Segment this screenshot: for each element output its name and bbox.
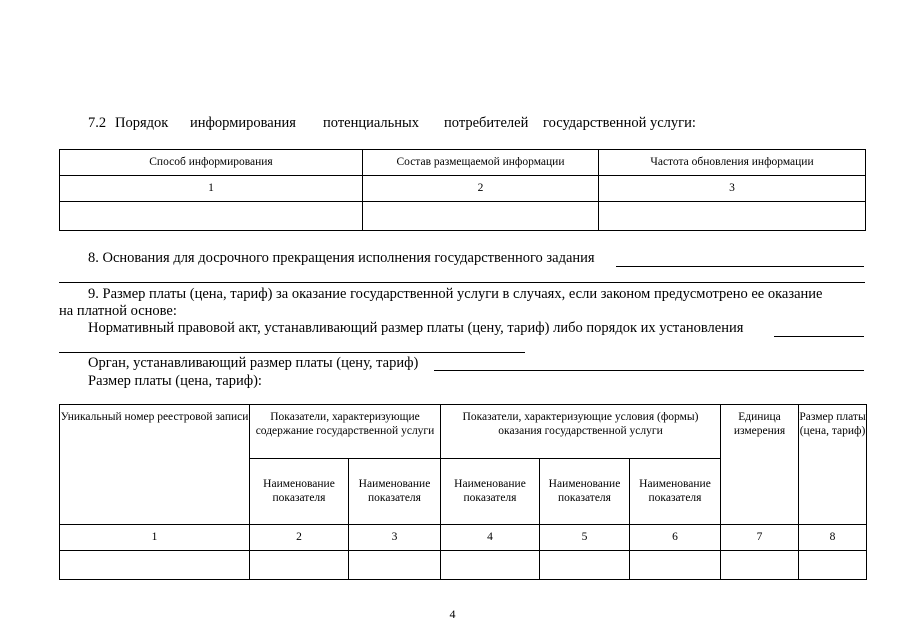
table-cell-empty	[799, 551, 867, 580]
table-header-cell: Состав размещаемой информации	[363, 150, 599, 176]
column-number: 2	[363, 176, 599, 202]
indicator-name-header: Наименование показателя	[630, 459, 721, 525]
heading-word: государственной услуги:	[543, 115, 696, 131]
column-number: 3	[349, 525, 441, 551]
legal-act-label: Нормативный правовой акт, устанавливающий размер платы (цену, тариф) либо порядок их установления	[88, 320, 744, 336]
section-9-text: 9. Размер платы (цена, тариф) за оказание государственной услуги в случаях, если законом предусмотрено ее оказание	[88, 286, 823, 302]
section-8-text: 8. Основания для досрочного прекращения исполнения государственного задания	[88, 250, 595, 266]
unit-header: Единица измерения	[721, 405, 799, 525]
table-cell-empty	[363, 202, 599, 231]
table-cell-empty	[721, 551, 799, 580]
table-cell-empty	[60, 202, 363, 231]
registry-number-header: Уникальный номер реестровой записи	[60, 405, 250, 525]
section-number: 7.2	[88, 115, 107, 131]
heading-word: Порядок	[115, 115, 169, 131]
heading-word: информирования	[190, 115, 296, 131]
column-number: 6	[630, 525, 721, 551]
column-number: 2	[250, 525, 349, 551]
content-indicators-header: Показатели, характеризующие содержание государственной услуги	[250, 405, 441, 459]
column-number: 1	[60, 525, 250, 551]
table-cell-empty	[630, 551, 721, 580]
indicator-name-header: Наименование показателя	[441, 459, 540, 525]
table-cell-empty	[599, 202, 866, 231]
column-number: 3	[599, 176, 866, 202]
page-number: 4	[449, 607, 456, 621]
fee-table	[59, 404, 867, 580]
fill-line	[59, 352, 525, 353]
table-cell-empty	[60, 551, 250, 580]
fee-header: Размер платы (цена, тариф)	[799, 405, 867, 525]
fill-line	[434, 370, 864, 371]
heading-word: потенциальных	[323, 115, 420, 131]
table-cell-empty	[250, 551, 349, 580]
indicator-name-header: Наименование показателя	[349, 459, 441, 525]
fill-line	[774, 336, 864, 337]
table-cell-empty	[441, 551, 540, 580]
table-cell-empty	[349, 551, 441, 580]
authority-label: Орган, устанавливающий размер платы (цену, тариф)	[88, 355, 419, 371]
heading-word: потребителей	[444, 115, 529, 131]
indicator-name-header: Наименование показателя	[540, 459, 630, 525]
table-cell-empty	[540, 551, 630, 580]
conditions-indicators-header: Показатели, характеризующие условия (формы) оказания государственной услуги	[441, 405, 721, 459]
table-header-cell: Частота обновления информации	[599, 150, 866, 176]
fill-line	[59, 282, 865, 283]
fill-line	[616, 266, 864, 267]
section-9-text-continued: на платной основе:	[59, 303, 177, 319]
column-number: 4	[441, 525, 540, 551]
column-number: 8	[799, 525, 867, 551]
indicator-name-header: Наименование показателя	[250, 459, 349, 525]
column-number: 5	[540, 525, 630, 551]
column-number: 7	[721, 525, 799, 551]
table-header-cell: Способ информирования	[60, 150, 363, 176]
column-number: 1	[60, 176, 363, 202]
information-methods-table	[59, 149, 866, 231]
fee-size-label: Размер платы (цена, тариф):	[88, 373, 262, 389]
